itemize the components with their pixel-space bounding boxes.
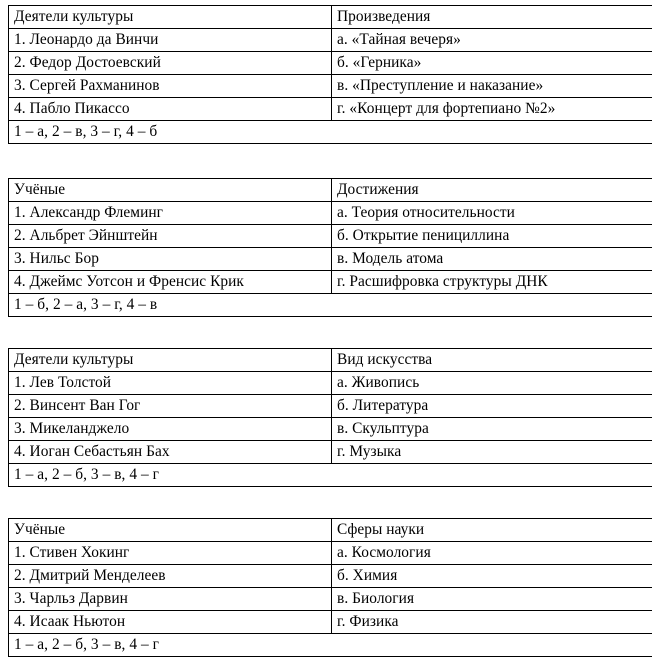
match-cell: в. Скульптура	[332, 418, 652, 441]
table-row	[9, 565, 652, 588]
table-row	[9, 248, 652, 271]
table-row	[9, 418, 652, 441]
table-header-row	[9, 519, 652, 542]
match-cell: г. Физика	[332, 611, 652, 634]
match-cell: г. Расшифровка структуры ДНК	[332, 271, 652, 294]
item-cell: 2. Дмитрий Менделеев	[9, 565, 332, 588]
item-cell: 3. Сергей Рахманинов	[9, 75, 332, 98]
item-cell: 1. Александр Флеминг	[9, 202, 332, 225]
table-row	[9, 52, 652, 75]
match-cell: а. Теория относительности	[332, 202, 652, 225]
item-cell: 1. Стивен Хокинг	[9, 542, 332, 565]
table-row	[9, 542, 652, 565]
table-row	[9, 395, 652, 418]
table-header-row	[9, 179, 652, 202]
table-header-row	[9, 349, 652, 372]
match-cell: в. Биология	[332, 588, 652, 611]
table-row	[9, 202, 652, 225]
item-cell: 2. Федор Достоевский	[9, 52, 332, 75]
matching-table-1	[8, 5, 652, 144]
column-header-right: Сферы науки	[332, 519, 652, 542]
match-cell: в. «Преступление и наказание»	[332, 75, 652, 98]
answer-row	[9, 121, 652, 144]
matching-table-2	[8, 178, 652, 317]
answer-key: 1 – б, 2 – а, 3 – г, 4 – в	[9, 294, 652, 317]
answer-key: 1 – а, 2 – б, 3 – в, 4 – г	[9, 634, 652, 657]
match-cell: г. «Концерт для фортепиано №2»	[332, 98, 652, 121]
table-row	[9, 225, 652, 248]
table-row	[9, 441, 652, 464]
table-header-row	[9, 6, 652, 29]
column-header-right: Произведения	[332, 6, 652, 29]
item-cell: 1. Леонардо да Винчи	[9, 29, 332, 52]
item-cell: 4. Пабло Пикассо	[9, 98, 332, 121]
match-cell: а. «Тайная вечеря»	[332, 29, 652, 52]
match-cell: б. Химия	[332, 565, 652, 588]
match-cell: в. Модель атома	[332, 248, 652, 271]
item-cell: 4. Джеймс Уотсон и Френсис Крик	[9, 271, 332, 294]
matching-table-3	[8, 348, 652, 487]
item-cell: 2. Альбрет Эйнштейн	[9, 225, 332, 248]
item-cell: 3. Микеланджело	[9, 418, 332, 441]
matching-table-4	[8, 518, 652, 657]
match-cell: б. Открытие пенициллина	[332, 225, 652, 248]
answer-row	[9, 634, 652, 657]
match-cell: б. «Герника»	[332, 52, 652, 75]
item-cell: 4. Иоган Себастьян Бах	[9, 441, 332, 464]
table-row	[9, 372, 652, 395]
answer-key: 1 – а, 2 – б, 3 – в, 4 – г	[9, 464, 652, 487]
table-row	[9, 29, 652, 52]
match-cell: а. Живопись	[332, 372, 652, 395]
answer-key: 1 – а, 2 – в, 3 – г, 4 – б	[9, 121, 652, 144]
item-cell: 1. Лев Толстой	[9, 372, 332, 395]
column-header-left: Деятели культуры	[9, 6, 332, 29]
answer-row	[9, 294, 652, 317]
item-cell: 4. Исаак Ньютон	[9, 611, 332, 634]
item-cell: 2. Винсент Ван Гог	[9, 395, 332, 418]
table-row	[9, 611, 652, 634]
table-row	[9, 98, 652, 121]
column-header-left: Деятели культуры	[9, 349, 332, 372]
match-cell: б. Литература	[332, 395, 652, 418]
answer-row	[9, 464, 652, 487]
column-header-left: Учёные	[9, 519, 332, 542]
match-cell: а. Космология	[332, 542, 652, 565]
match-cell: г. Музыка	[332, 441, 652, 464]
table-row	[9, 75, 652, 98]
column-header-right: Вид искусства	[332, 349, 652, 372]
item-cell: 3. Чарльз Дарвин	[9, 588, 332, 611]
item-cell: 3. Нильс Бор	[9, 248, 332, 271]
column-header-right: Достижения	[332, 179, 652, 202]
column-header-left: Учёные	[9, 179, 332, 202]
table-row	[9, 271, 652, 294]
table-row	[9, 588, 652, 611]
